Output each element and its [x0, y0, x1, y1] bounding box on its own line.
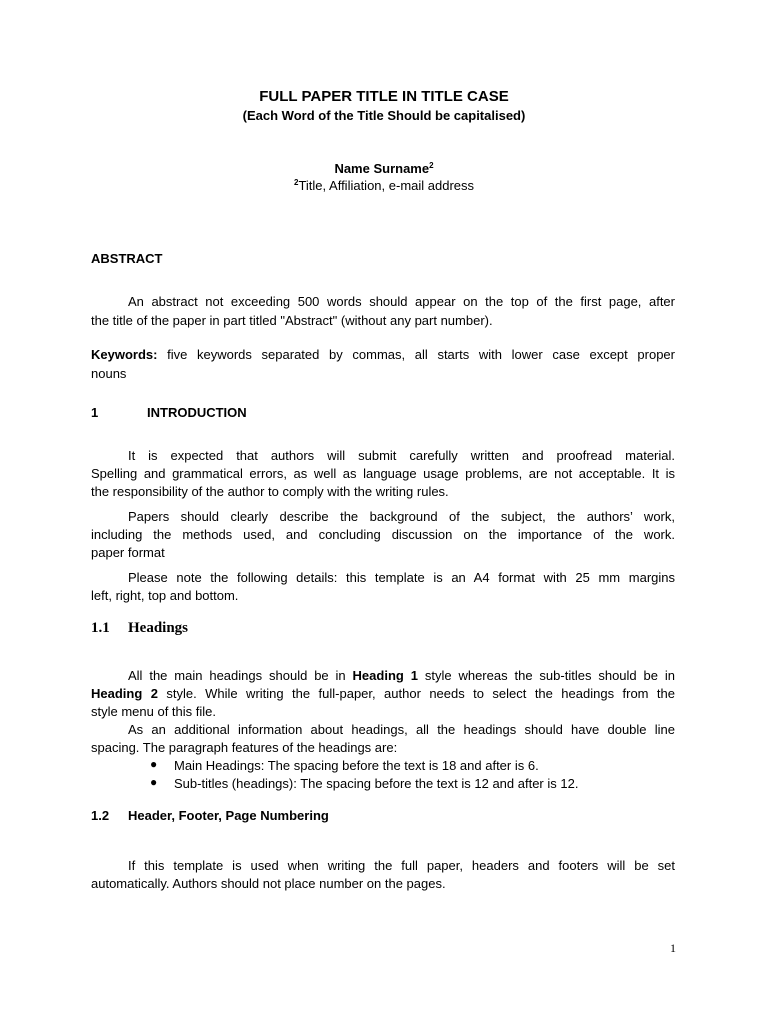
paper-subtitle: (Each Word of the Title Should be capitalised)	[242, 108, 526, 123]
section-1-1-heading: Headings	[128, 620, 189, 636]
section-1-heading: INTRODUCTION	[147, 405, 247, 420]
keywords-text: five keywords separated by commas, all starts with lower case except proper	[157, 347, 675, 362]
section-1-1-number: 1.1	[91, 620, 110, 636]
affiliation-mark: 2	[293, 178, 299, 187]
abstract-line-1: An abstract not exceeding 500 words should appear on the top of the first page, after	[128, 294, 675, 309]
abstract-heading: ABSTRACT	[91, 251, 163, 266]
headings-p1-line-2	[91, 686, 675, 702]
keywords-line-1	[91, 347, 675, 363]
page-number: 1	[670, 941, 676, 955]
keywords-line-2: nouns	[91, 366, 127, 381]
author-name	[0, 161, 768, 176]
bullet-icon: ●	[150, 757, 158, 771]
bullet-item-sub-titles: Sub-titles (headings): The spacing before the text is 12 and after is 12.	[174, 776, 579, 791]
intro-p3-line-1: Please note the following details: this template is an A4 format with 25 mm margins	[128, 570, 675, 585]
heading-1-ref: Heading 1	[352, 668, 418, 683]
section-1-2-number: 1.2	[91, 808, 110, 823]
headings-text-d: style. While writing the full-paper, author needs to select the headings from the	[157, 686, 675, 701]
bullet-item-main-headings: Main Headings: The spacing before the text is 18 and after is 6.	[174, 758, 539, 773]
intro-p3-line-2: left, right, top and bottom.	[91, 588, 239, 603]
header-footer-line-2: automatically. Authors should not place number on the pages.	[91, 876, 446, 891]
author-mark: 2	[429, 161, 434, 170]
abstract-line-2: the title of the paper in part titled "Abstract" (without any part number).	[91, 313, 493, 328]
intro-p1-line-1: It is expected that authors will submit carefully written and proofread material.	[128, 448, 675, 463]
headings-p2-line-1: As an additional information about headings, all the headings should have double line	[128, 722, 675, 737]
headings-p1-line-1	[128, 668, 675, 684]
paper-title: FULL PAPER TITLE IN TITLE CASE	[259, 88, 509, 105]
intro-p2-line-3: paper format	[91, 545, 165, 560]
headings-text-a: All the main headings should be in	[128, 668, 353, 683]
intro-p2-line-2: including the methods used, and concluding discussion on the importance of the work.	[91, 527, 675, 542]
headings-p2-line-2: spacing. The paragraph features of the headings are:	[91, 740, 398, 755]
author-name-text: Name Surname	[334, 161, 430, 176]
intro-p2-line-1: Papers should clearly describe the background of the subject, the authors’ work,	[128, 509, 675, 524]
bullet-icon: ●	[150, 775, 158, 789]
section-1-number: 1	[91, 405, 99, 420]
headings-p1-line-3: style menu of this file.	[91, 704, 216, 719]
keywords-label: Keywords:	[91, 347, 158, 362]
header-footer-line-1: If this template is used when writing the full paper, headers and footers will be set	[128, 858, 675, 873]
author-affiliation	[0, 178, 768, 193]
headings-text-c: style whereas the sub-titles should be in	[417, 668, 675, 683]
intro-p1-line-2: Spelling and grammatical errors, as well as language usage problems, are not acceptable. It is	[91, 466, 675, 481]
section-1-2-heading: Header, Footer, Page Numbering	[128, 808, 329, 823]
heading-2-ref: Heading 2	[91, 686, 158, 701]
affiliation-text: Title, Affiliation, e-mail address	[298, 178, 475, 193]
intro-p1-line-3: the responsibility of the author to comply with the writing rules.	[91, 484, 449, 499]
